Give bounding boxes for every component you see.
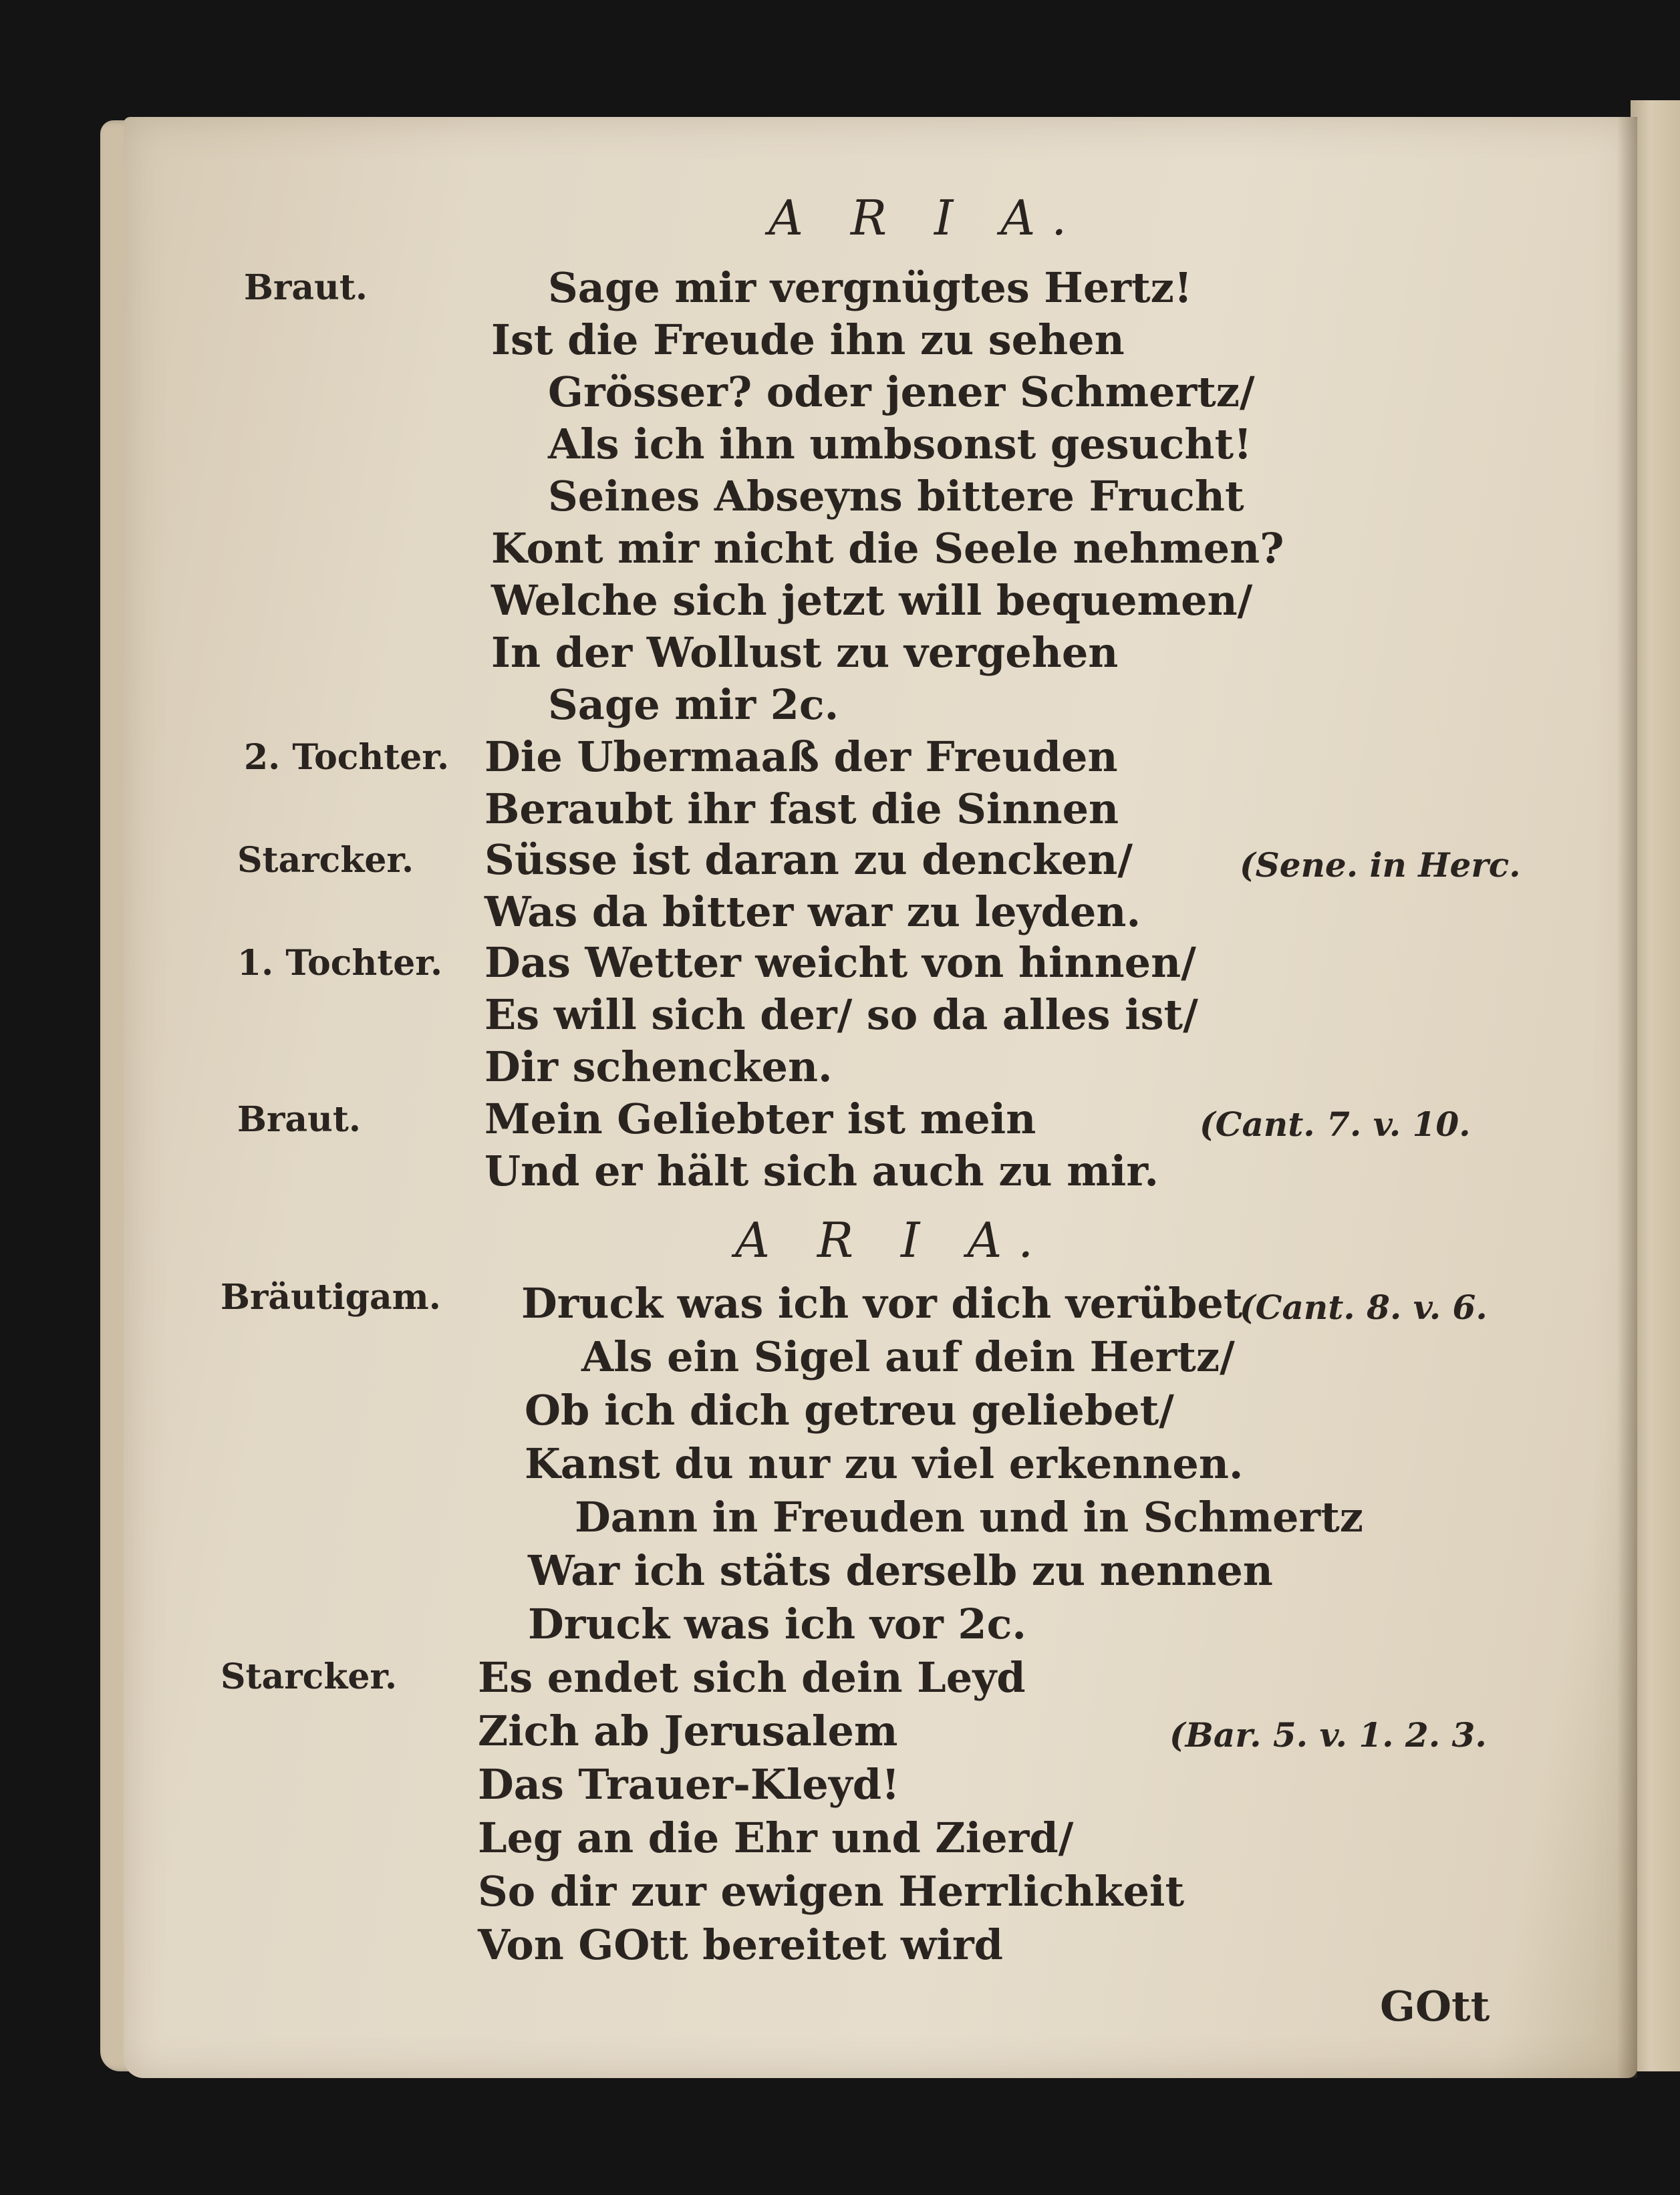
speaker-starcker: Starcker. bbox=[221, 1656, 398, 1697]
verse-line: Grösser? oder jener Schmertz/ bbox=[548, 368, 1255, 416]
verse-line: Ist die Freude ihn zu sehen bbox=[491, 315, 1125, 364]
catchword: GOtt bbox=[1380, 1982, 1490, 2031]
aria-heading: A R I A. bbox=[768, 190, 1083, 246]
verse-line: Leg an die Ehr und Zierd/ bbox=[478, 1813, 1074, 1862]
verse-line: Von GOtt bereitet wird bbox=[478, 1920, 1003, 1969]
verse-line: Welche sich jetzt will bequemen/ bbox=[491, 576, 1253, 625]
verse-line: Die Ubermaaß der Freuden bbox=[484, 732, 1118, 781]
verse-line: Seines Abseyns bittere Frucht bbox=[548, 472, 1244, 521]
facing-page-edge bbox=[1631, 100, 1680, 2071]
speaker-braeutigam: Bräutigam. bbox=[221, 1277, 441, 1318]
marginal-reference: (Bar. 5. v. 1. 2. 3. bbox=[1169, 1715, 1487, 1755]
verse-line: Zich ab Jerusalem bbox=[478, 1707, 898, 1755]
verse-line: Sage mir 2c. bbox=[548, 680, 839, 729]
verse-line: Als ein Sigel auf dein Hertz/ bbox=[581, 1332, 1235, 1381]
verse-line: Sage mir vergnügtes Hertz! bbox=[548, 263, 1193, 312]
speaker-braut: Braut. bbox=[237, 1099, 361, 1140]
marginal-reference: (Sene. in Herc. bbox=[1240, 845, 1521, 885]
verse-line: Was da bitter war zu leyden. bbox=[484, 887, 1141, 936]
verse-line: Als ich ihn umbsonst gesucht! bbox=[548, 420, 1252, 468]
verse-line: Dann in Freuden und in Schmertz bbox=[575, 1493, 1363, 1542]
speaker-1-tochter: 1. Tochter. bbox=[237, 943, 443, 984]
verse-line: Es will sich der/ so da alles ist/ bbox=[484, 990, 1198, 1039]
verse-line: Das Wetter weicht von hinnen/ bbox=[484, 938, 1196, 987]
verse-line: Und er hält sich auch zu mir. bbox=[484, 1147, 1159, 1195]
speaker-braut: Braut. bbox=[244, 267, 368, 308]
verse-line: Beraubt ihr fast die Sinnen bbox=[484, 784, 1119, 833]
marginal-reference: (Cant. 7. v. 10. bbox=[1200, 1105, 1471, 1144]
verse-line: Mein Geliebter ist mein bbox=[484, 1094, 1036, 1143]
marginal-reference: (Cant. 8. v. 6. bbox=[1240, 1288, 1488, 1327]
speaker-2-tochter: 2. Tochter. bbox=[244, 737, 450, 778]
verse-line: Druck was ich vor dich verübet bbox=[521, 1279, 1243, 1328]
verse-line: Ob ich dich getreu geliebet/ bbox=[525, 1386, 1174, 1435]
aria-heading: A R I A. bbox=[735, 1212, 1050, 1268]
verse-line: So dir zur ewigen Herrlichkeit bbox=[478, 1867, 1185, 1916]
verse-line: Kont mir nicht die Seele nehmen? bbox=[491, 524, 1284, 573]
verse-line: Süsse ist daran zu dencken/ bbox=[484, 835, 1133, 884]
verse-line: Druck was ich vor 2c. bbox=[528, 1600, 1026, 1648]
verse-line: Kanst du nur zu viel erkennen. bbox=[525, 1439, 1244, 1488]
verse-line: In der Wollust zu vergehen bbox=[491, 628, 1119, 677]
verse-line: Es endet sich dein Leyd bbox=[478, 1653, 1026, 1702]
binding-shadow bbox=[1617, 117, 1637, 2078]
verse-line: Dir schencken. bbox=[484, 1042, 833, 1091]
verse-line: War ich stäts derselb zu nennen bbox=[528, 1546, 1273, 1595]
verse-line: Das Trauer-Kleyd! bbox=[478, 1760, 900, 1809]
speaker-starcker: Starcker. bbox=[237, 840, 414, 881]
